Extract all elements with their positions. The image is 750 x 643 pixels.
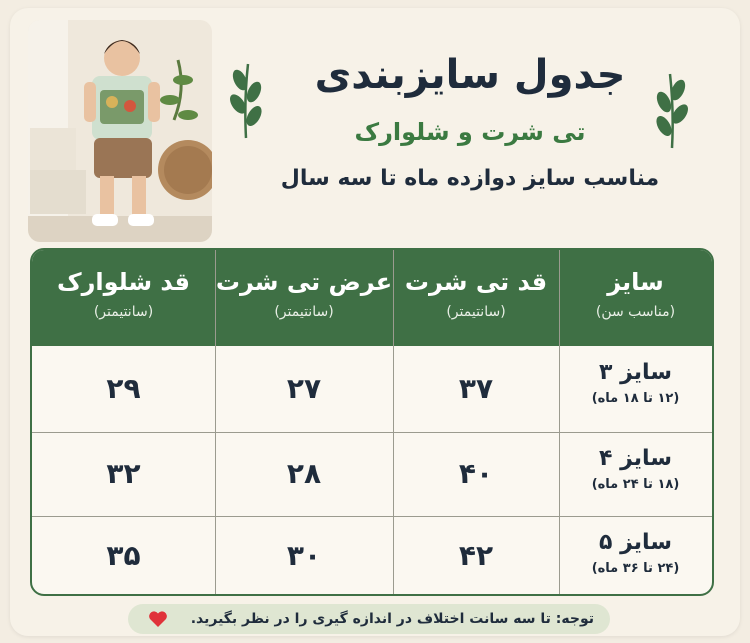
header-shirt-width: [215, 250, 393, 346]
shirt-length-cell: ۴۲: [458, 539, 494, 572]
heart-icon: [148, 611, 168, 628]
header-unit: (سانتیمتر): [93, 304, 154, 320]
footer-note: [128, 604, 610, 634]
table-row-size: [559, 346, 712, 432]
header-unit: (مناسب سن): [595, 304, 676, 320]
header-label: قد شلوارک: [57, 268, 190, 296]
shorts-length-cell: ۲۹: [106, 372, 141, 405]
footer-text: توجه: تا سه سانت اختلاف در اندازه گیری را در نظر بگیرید.: [190, 611, 594, 627]
size-label: سایز ۵: [599, 530, 672, 555]
page-title: جدول سایزبندی: [314, 52, 626, 98]
shirt-width-cell: ۲۸: [286, 457, 322, 490]
page-subtitle: تی شرت و شلوارک: [354, 118, 586, 146]
shirt-length-cell: ۴۰: [458, 457, 494, 490]
header-label: سایز: [607, 268, 664, 296]
age-range: (۱۲ تا ۱۸ ماه): [591, 391, 680, 406]
age-range: (۲۴ تا ۳۶ ماه): [591, 561, 680, 576]
shorts-length-cell: ۳۲: [106, 457, 141, 490]
size-table: [30, 248, 714, 596]
product-photo: [28, 20, 212, 242]
header-shorts-length: [32, 250, 215, 346]
shirt-width-cell: ۳۰: [286, 539, 322, 572]
shirt-width-cell: ۲۷: [286, 372, 322, 405]
header-size: [559, 250, 712, 346]
shirt-length-cell: ۳۷: [458, 372, 494, 405]
age-range: (۱۸ تا ۲۴ ماه): [591, 477, 680, 492]
header-unit: (سانتیمتر): [274, 304, 334, 320]
size-label: سایز ۴: [599, 446, 672, 471]
shorts-length-cell: ۳۵: [106, 539, 141, 572]
header-label: عرض تی شرت: [215, 268, 393, 296]
size-label: سایز ۳: [599, 360, 672, 385]
table-row-size: [559, 516, 712, 596]
header-unit: (سانتیمتر): [446, 304, 506, 320]
age-note: مناسب سایز دوازده ماه تا سه سال: [280, 166, 660, 191]
header-shirt-length: [393, 250, 559, 346]
table-row-size: [559, 432, 712, 516]
header-label: قد تی شرت: [404, 268, 548, 296]
